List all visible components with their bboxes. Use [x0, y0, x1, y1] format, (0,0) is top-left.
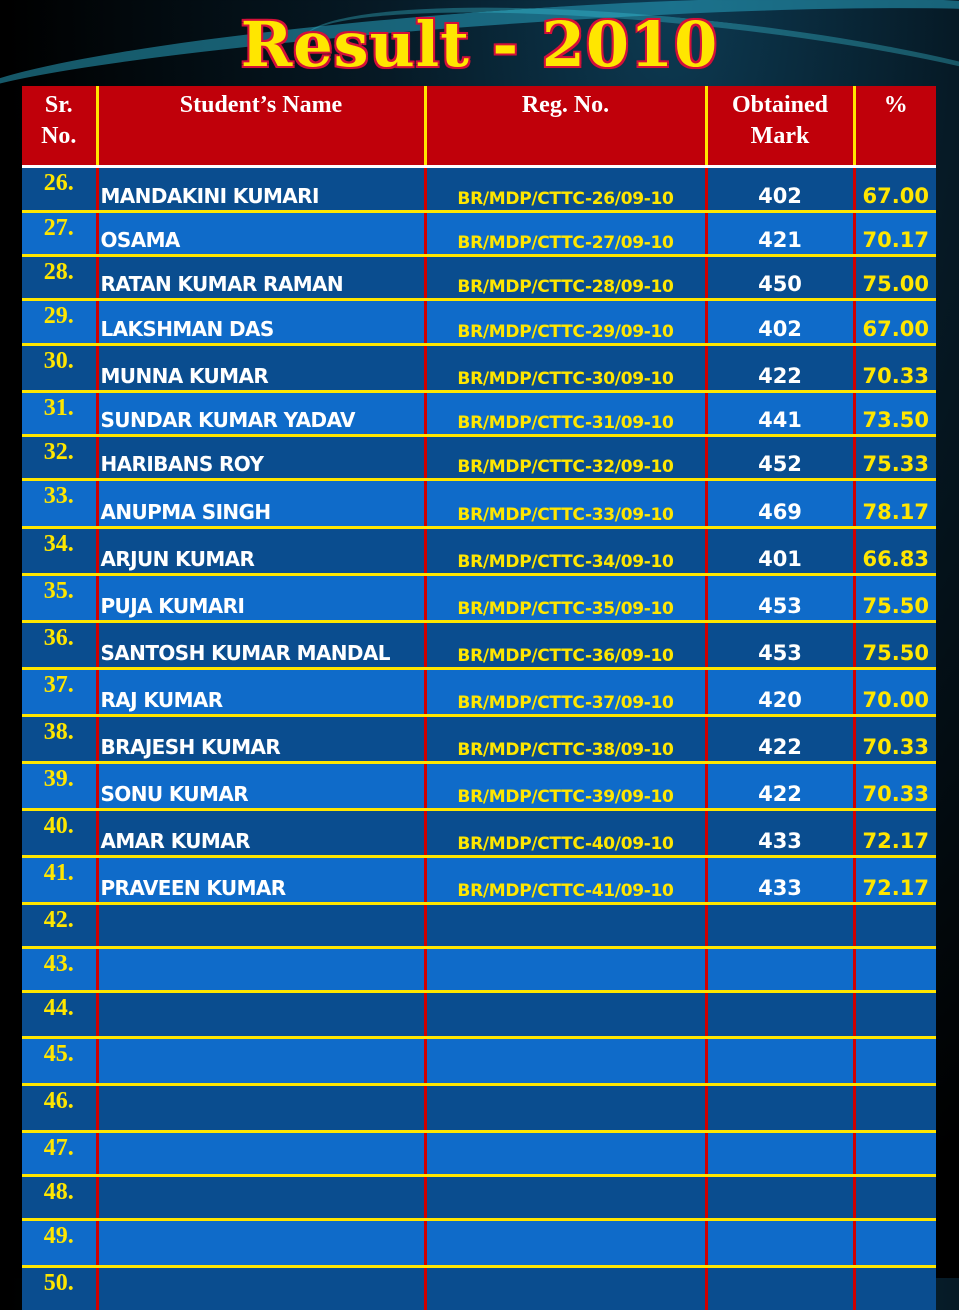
row-obtained-mark: 422 — [706, 345, 854, 392]
table-row — [22, 256, 936, 300]
row-reg-no: BR/MDP/CTTC-33/09-10 — [425, 480, 706, 528]
row-obtained-mark: 433 — [706, 810, 854, 857]
row-percent — [854, 904, 936, 948]
table-row — [22, 480, 936, 528]
row-reg-no — [425, 1132, 706, 1176]
row-student-name: RATAN KUMAR RAMAN — [97, 256, 425, 300]
table-row — [22, 622, 936, 669]
row-percent: 70.33 — [854, 716, 936, 763]
page-title: Result - 2010 — [0, 8, 959, 81]
row-percent: 67.00 — [854, 167, 936, 212]
row-obtained-mark: 441 — [706, 392, 854, 436]
row-percent: 72.17 — [854, 810, 936, 857]
row-percent — [854, 1085, 936, 1132]
row-obtained-mark: 421 — [706, 212, 854, 256]
table-row — [22, 1220, 936, 1267]
header-row — [22, 86, 936, 167]
row-percent: 66.83 — [854, 528, 936, 575]
table-row — [22, 1038, 936, 1085]
row-obtained-mark — [706, 1132, 854, 1176]
header-obtained-mark — [706, 86, 854, 167]
row-percent: 70.33 — [854, 763, 936, 810]
table-row — [22, 1085, 936, 1132]
row-percent: 70.33 — [854, 345, 936, 392]
row-student-name: HARIBANS ROY — [97, 436, 425, 480]
row-student-name: AMAR KUMAR — [97, 810, 425, 857]
row-student-name: MUNNA KUMAR — [97, 345, 425, 392]
header-sr-line1: Sr. — [45, 92, 73, 118]
row-percent — [854, 1038, 936, 1085]
row-student-name: ANUPMA SINGH — [97, 480, 425, 528]
row-obtained-mark: 453 — [706, 622, 854, 669]
row-sr-no: 43. — [22, 948, 97, 992]
row-reg-no: BR/MDP/CTTC-30/09-10 — [425, 345, 706, 392]
table-row — [22, 857, 936, 904]
row-sr-no: 42. — [22, 904, 97, 948]
table-row — [22, 300, 936, 345]
row-reg-no: BR/MDP/CTTC-31/09-10 — [425, 392, 706, 436]
row-reg-no: BR/MDP/CTTC-40/09-10 — [425, 810, 706, 857]
row-student-name: BRAJESH KUMAR — [97, 716, 425, 763]
row-reg-no — [425, 992, 706, 1038]
row-student-name — [97, 992, 425, 1038]
row-obtained-mark — [706, 992, 854, 1038]
row-percent — [854, 1132, 936, 1176]
row-sr-no: 49. — [22, 1220, 97, 1267]
row-student-name: SANTOSH KUMAR MANDAL — [97, 622, 425, 669]
table-row — [22, 345, 936, 392]
row-percent: 75.50 — [854, 575, 936, 622]
row-percent — [854, 1220, 936, 1267]
row-student-name: RAJ KUMAR — [97, 669, 425, 716]
header-mark-line2: Mark — [751, 123, 810, 149]
row-sr-no: 48. — [22, 1176, 97, 1220]
row-reg-no: BR/MDP/CTTC-35/09-10 — [425, 575, 706, 622]
row-obtained-mark — [706, 1038, 854, 1085]
row-sr-no: 40. — [22, 810, 97, 857]
row-student-name — [97, 904, 425, 948]
table-row — [22, 436, 936, 480]
row-sr-no: 33. — [22, 480, 97, 528]
row-obtained-mark — [706, 1085, 854, 1132]
row-student-name — [97, 1220, 425, 1267]
row-obtained-mark: 420 — [706, 669, 854, 716]
row-percent: 78.17 — [854, 480, 936, 528]
row-obtained-mark: 402 — [706, 167, 854, 212]
table-row — [22, 1132, 936, 1176]
table-row — [22, 716, 936, 763]
table-row — [22, 810, 936, 857]
row-student-name — [97, 1267, 425, 1310]
row-percent: 70.00 — [854, 669, 936, 716]
table-row — [22, 575, 936, 622]
row-sr-no: 26. — [22, 167, 97, 212]
table-row — [22, 763, 936, 810]
row-reg-no — [425, 1176, 706, 1220]
row-obtained-mark — [706, 1176, 854, 1220]
row-obtained-mark — [706, 904, 854, 948]
row-student-name: SUNDAR KUMAR YADAV — [97, 392, 425, 436]
row-student-name: SONU KUMAR — [97, 763, 425, 810]
row-percent: 75.50 — [854, 622, 936, 669]
table-row — [22, 992, 936, 1038]
row-obtained-mark — [706, 948, 854, 992]
row-student-name: OSAMA — [97, 212, 425, 256]
row-student-name — [97, 1085, 425, 1132]
row-percent: 75.00 — [854, 256, 936, 300]
row-reg-no — [425, 904, 706, 948]
result-table — [22, 86, 936, 1310]
row-student-name: MANDAKINI KUMARI — [97, 167, 425, 212]
row-obtained-mark: 422 — [706, 716, 854, 763]
row-obtained-mark: 450 — [706, 256, 854, 300]
row-reg-no — [425, 1038, 706, 1085]
row-student-name — [97, 1038, 425, 1085]
row-obtained-mark: 433 — [706, 857, 854, 904]
row-reg-no — [425, 948, 706, 992]
row-percent: 75.33 — [854, 436, 936, 480]
row-sr-no: 27. — [22, 212, 97, 256]
header-sr-line2: No. — [41, 123, 76, 149]
row-sr-no: 32. — [22, 436, 97, 480]
row-percent: 67.00 — [854, 300, 936, 345]
row-reg-no — [425, 1267, 706, 1310]
row-sr-no: 31. — [22, 392, 97, 436]
row-obtained-mark: 452 — [706, 436, 854, 480]
row-percent — [854, 992, 936, 1038]
table-row — [22, 1176, 936, 1220]
row-sr-no: 34. — [22, 528, 97, 575]
row-student-name: LAKSHMAN DAS — [97, 300, 425, 345]
row-reg-no: BR/MDP/CTTC-28/09-10 — [425, 256, 706, 300]
row-sr-no: 50. — [22, 1267, 97, 1310]
row-student-name — [97, 1176, 425, 1220]
row-sr-no: 41. — [22, 857, 97, 904]
row-reg-no: BR/MDP/CTTC-38/09-10 — [425, 716, 706, 763]
table-row — [22, 904, 936, 948]
row-percent: 73.50 — [854, 392, 936, 436]
header-student-name: Student’s Name — [97, 86, 425, 167]
row-obtained-mark: 469 — [706, 480, 854, 528]
table-row — [22, 528, 936, 575]
row-sr-no: 39. — [22, 763, 97, 810]
row-student-name — [97, 1132, 425, 1176]
row-sr-no: 28. — [22, 256, 97, 300]
row-obtained-mark: 422 — [706, 763, 854, 810]
row-sr-no: 45. — [22, 1038, 97, 1085]
row-sr-no: 38. — [22, 716, 97, 763]
row-reg-no: BR/MDP/CTTC-32/09-10 — [425, 436, 706, 480]
table-row — [22, 167, 936, 212]
row-reg-no: BR/MDP/CTTC-37/09-10 — [425, 669, 706, 716]
row-obtained-mark — [706, 1220, 854, 1267]
row-reg-no: BR/MDP/CTTC-39/09-10 — [425, 763, 706, 810]
row-obtained-mark: 401 — [706, 528, 854, 575]
row-percent — [854, 1176, 936, 1220]
row-sr-no: 29. — [22, 300, 97, 345]
row-percent: 70.17 — [854, 212, 936, 256]
row-percent: 72.17 — [854, 857, 936, 904]
row-sr-no: 44. — [22, 992, 97, 1038]
row-student-name: PUJA KUMARI — [97, 575, 425, 622]
table-row — [22, 392, 936, 436]
table-header — [22, 86, 936, 167]
table-body — [22, 167, 936, 1310]
row-sr-no: 30. — [22, 345, 97, 392]
row-reg-no: BR/MDP/CTTC-27/09-10 — [425, 212, 706, 256]
row-reg-no — [425, 1085, 706, 1132]
header-sr-no — [22, 86, 97, 167]
row-sr-no: 36. — [22, 622, 97, 669]
table-row — [22, 669, 936, 716]
table-row — [22, 1267, 936, 1310]
header-reg-no: Reg. No. — [425, 86, 706, 167]
table-row — [22, 948, 936, 992]
row-obtained-mark — [706, 1267, 854, 1310]
header-mark-line1: Obtained — [732, 92, 828, 118]
row-student-name: ARJUN KUMAR — [97, 528, 425, 575]
row-sr-no: 46. — [22, 1085, 97, 1132]
row-reg-no: BR/MDP/CTTC-36/09-10 — [425, 622, 706, 669]
row-sr-no: 35. — [22, 575, 97, 622]
row-percent — [854, 948, 936, 992]
row-student-name: PRAVEEN KUMAR — [97, 857, 425, 904]
row-reg-no: BR/MDP/CTTC-26/09-10 — [425, 167, 706, 212]
row-percent — [854, 1267, 936, 1310]
row-sr-no: 47. — [22, 1132, 97, 1176]
table-row — [22, 212, 936, 256]
header-percent: % — [854, 86, 936, 167]
row-reg-no: BR/MDP/CTTC-41/09-10 — [425, 857, 706, 904]
row-reg-no: BR/MDP/CTTC-34/09-10 — [425, 528, 706, 575]
result-table-container — [22, 86, 936, 1310]
row-reg-no — [425, 1220, 706, 1267]
row-obtained-mark: 453 — [706, 575, 854, 622]
row-reg-no: BR/MDP/CTTC-29/09-10 — [425, 300, 706, 345]
row-sr-no: 37. — [22, 669, 97, 716]
row-obtained-mark: 402 — [706, 300, 854, 345]
row-student-name — [97, 948, 425, 992]
